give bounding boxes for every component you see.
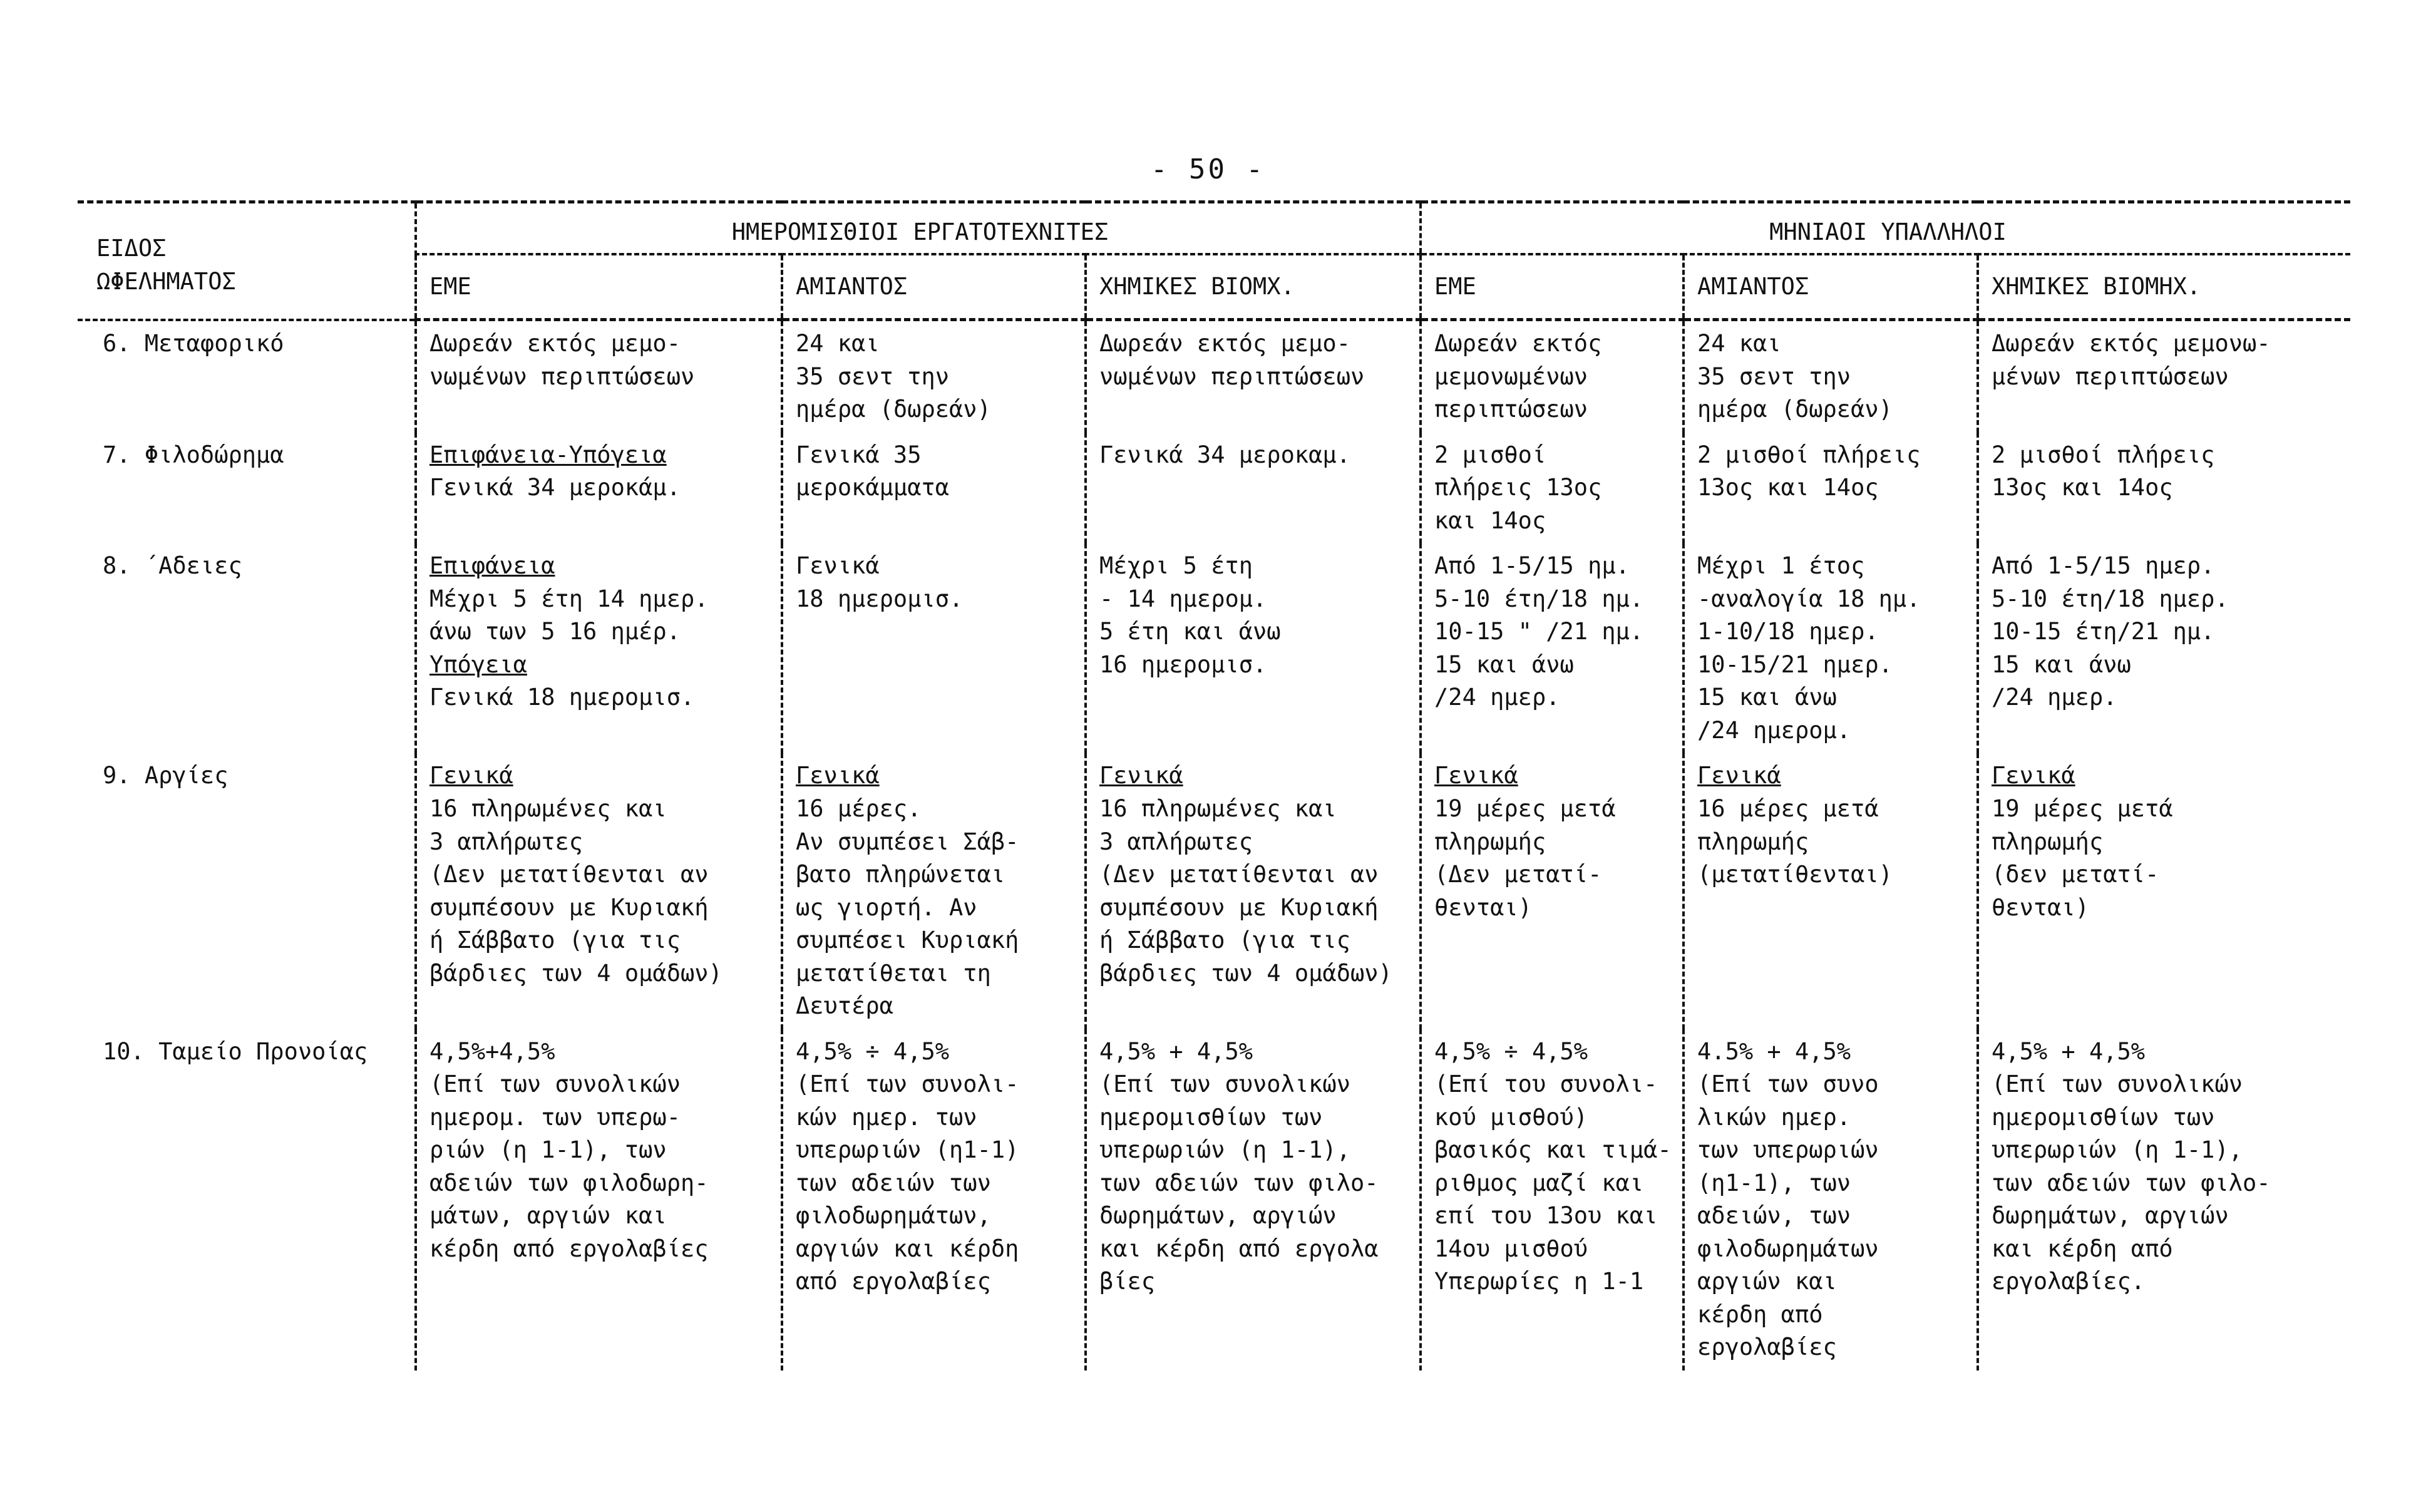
cell-line: ημερομισθίων των [1099,1103,1323,1131]
cell-line: ημέρα (δωρεάν) [1697,396,1893,423]
table-row [78,433,2350,544]
cell-line: 16 πληρωμένες και [1099,795,1337,822]
table-cell [1421,543,1683,753]
cell-line: 16 μέρες μετά [1697,795,1879,822]
cell-line: 1-10/18 ημερ. [1697,618,1879,645]
kind-header-line: ΩΦΕΛΗΜΑΤΟΣ [96,267,236,295]
cell-line: πληρωμής [1992,828,2104,855]
cell-line: εργολαβίες [1697,1334,1837,1361]
table-cell [782,433,1086,544]
cell-line: αδειών, των [1697,1202,1851,1230]
cell-line: Δωρεάν εκτός μεμονω- [1992,330,2271,357]
table-cell [782,1029,1086,1371]
table-cell [1421,1029,1683,1371]
cell-line: 3 απλήρωτες [1099,828,1253,855]
cell-line: δωρημάτων, αργιών [1099,1202,1337,1230]
cell-line: ημέρα (δωρεάν) [796,396,991,423]
cell-line: και κέρδη από εργολα [1099,1235,1379,1262]
table-cell [1683,433,1978,544]
cell-line: Επιφάνεια-Υπόγεια [429,441,667,468]
cell-line: (μετατίθενται) [1697,861,1893,888]
cell-line: και κέρδη από [1992,1235,2173,1262]
table-cell [782,320,1086,433]
cell-line: (δεν μετατί- [1992,861,2159,888]
cell-line: Από 1-5/15 ημερ. [1992,552,2215,580]
cell-line: Γενικά [796,762,880,789]
cell-line: Αν συμπέσει Σάβ- [796,828,1019,855]
cell-line: βάρδιες των 4 ομάδων) [429,959,722,987]
cell-line: δωρημάτων, αργιών [1992,1202,2229,1230]
cell-line: 2 μισθοί [1434,441,1546,468]
cell-line: /24 ημερ. [1434,684,1560,711]
cell-line: Γενικά [1992,762,2075,789]
cell-line: ή Σάββατο (για τις [429,927,681,954]
cell-line: πληρωμής [1434,828,1546,855]
cell-line: βατο πληρώνεται [796,861,1005,888]
cell-line: Μέχρι 5 έτη 14 ημερ. [429,585,709,612]
cell-line: Μέχρι 5 έτη [1099,552,1253,580]
cell-line: 24 και [1697,330,1781,357]
cell-line: Γενικά [1697,762,1781,789]
cell-line: /24 ημερ. [1992,684,2117,711]
table-cell [1086,320,1421,433]
cell-line: αργιών και [1697,1268,1837,1295]
cell-line: 4,5% + 4,5% [1992,1037,2146,1065]
cell-line: αργιών και κέρδη [796,1235,1019,1262]
cell-line: κών ημερ. των [796,1103,977,1131]
benefit-label: 6. Μεταφορικό [103,329,284,357]
cell-line: 18 ημερομισ. [796,585,964,612]
benefit-label: 10. Ταμείο Προνοίας [103,1037,368,1065]
cell-line: (Επί των συνο [1697,1071,1879,1098]
cell-line: ημερομ. των υπερω- [429,1103,681,1131]
cell-line: Υπόγεια [429,651,527,678]
cell-line: Γενικά 35 [796,441,922,468]
cell-line: και 14ος [1434,507,1546,534]
cell-line: Από 1-5/15 ημ. [1434,552,1630,580]
page-number: - 50 - [1151,153,1265,185]
table-cell [1978,433,2350,544]
cell-line: πλήρεις 13ος [1434,474,1602,501]
cell-line: ή Σάββατο (για τις [1099,927,1350,954]
cell-line: 5-10 έτη/18 ημ. [1434,585,1644,612]
table-cell [416,433,782,544]
cell-line: Επιφάνεια [429,552,555,580]
cell-line: βάρδιες των 4 ομάδων) [1099,959,1392,987]
table-cell [416,320,782,433]
cell-line: νωμένων περιπτώσεων [1099,363,1365,390]
cell-line: 10-15/21 ημερ. [1697,651,1893,678]
cell-line: -αναλογία 18 ημ. [1697,585,1921,612]
table-cell [782,753,1086,1029]
benefit-label: 9. Αργίες [103,762,229,789]
cell-line: - 14 ημερομ. [1099,585,1267,612]
cell-line: 3 απλήρωτες [429,828,583,855]
cell-line: Δωρεάν εκτός [1434,330,1602,357]
column-header: ΕΜΕ [1421,254,1683,320]
table-cell [416,753,782,1029]
benefits-table [78,200,2350,1371]
table-cell [1086,753,1421,1029]
cell-line: Μέχρι 1 έτος [1697,552,1865,580]
cell-line: νωμένων περιπτώσεων [429,363,695,390]
table-cell [1421,433,1683,544]
table-cell [1086,1029,1421,1371]
cell-line: 35 σεντ την [796,363,950,390]
cell-line: μεμονωμένων [1434,363,1588,390]
cell-line: Γενικά 34 μεροκάμ. [429,474,681,501]
cell-line: 2 μισθοί πλήρεις [1992,441,2215,468]
table-cell [782,543,1086,753]
cell-line: από εργολαβίες [796,1268,991,1295]
table-cell [1421,753,1683,1029]
column-header: ΑΜΙΑΝΤΟΣ [1683,254,1978,320]
cell-line: Γενικά 34 μεροκαμ. [1099,441,1350,468]
column-header: ΑΜΙΑΝΤΟΣ [782,254,1086,320]
cell-line: κού μισθού) [1434,1103,1588,1131]
kind-header-line: ΕΙΔΟΣ [96,235,167,262]
cell-line: των υπερωριών [1697,1136,1879,1164]
column-header: ΧΗΜΙΚΕΣ ΒΙΟΜΧ. [1086,254,1421,320]
group-header-workers: ΗΜΕΡΟΜΙΣΘΙΟΙ ΕΡΓΑΤΟΤΕΧΝΙΤΕΣ [416,202,1421,254]
cell-line: 2 μισθοί πλήρεις [1697,441,1921,468]
benefit-label: 8. ´Αδειες [103,552,242,580]
cell-line: (Επί των συνολικών [1992,1071,2243,1098]
cell-line: λικών ημερ. [1697,1103,1851,1131]
benefit-label: 7. Φιλοδώρημα [103,441,284,468]
cell-line: Γενικά [1099,762,1183,789]
cell-line: (η1-1), των [1697,1169,1851,1196]
cell-line: (Επί των συνολι- [796,1071,1019,1098]
cell-line: μετατίθεται τη [796,959,991,987]
cell-line: μένων περιπτώσεων [1992,363,2229,390]
cell-line: 5 έτη και άνω [1099,618,1281,645]
cell-line: 15 και άνω [1434,651,1574,678]
table-cell [1978,543,2350,753]
table-cell [416,543,782,753]
cell-line: Δωρεάν εκτός μεμο- [429,330,681,357]
cell-line: 4,5% + 4,5% [1099,1037,1253,1065]
cell-line: συμπέσει Κυριακή [796,927,1019,954]
table-row [78,1029,2350,1371]
column-header: ΧΗΜΙΚΕΣ ΒΙΟΜΗΧ. [1978,254,2350,320]
cell-line: (Επί του συνολι- [1434,1071,1658,1098]
cell-line: συμπέσουν με Κυριακή [429,893,709,921]
cell-line: Γενικά [1434,762,1518,789]
cell-line: εργολαβίες. [1992,1268,2146,1295]
cell-line: 16 μέρες. [796,795,922,822]
cell-line: κέρδη από εργολαβίες [429,1235,709,1262]
table-cell [1978,753,2350,1029]
cell-line: 4.5% + 4,5% [1697,1037,1851,1065]
table-cell [1683,1029,1978,1371]
cell-line: των αδειών των [796,1169,991,1196]
cell-line: Δευτέρα [796,992,893,1020]
cell-line: ριών (η 1-1), των [429,1136,667,1164]
cell-line: άνω των 5 16 ημέρ. [429,618,681,645]
cell-line: βασικός και τιμά- [1434,1136,1672,1164]
table-body [78,320,2350,1371]
cell-line: συμπέσουν με Κυριακή [1099,893,1379,921]
cell-line: 24 και [796,330,880,357]
cell-line: 10-15 " /21 ημ. [1434,618,1644,645]
table-cell [1683,320,1978,433]
cell-line: 15 και άνω [1992,651,2131,678]
table-cell [1683,543,1978,753]
cell-line: (Δεν μετατί- [1434,861,1602,888]
cell-line: κέρδη από [1697,1300,1823,1328]
cell-line: ως γιορτή. Αν [796,893,977,921]
cell-line: Γενικά [796,552,880,580]
cell-line: 15 και άνω [1697,684,1837,711]
cell-line: μεροκάμματα [796,474,950,501]
cell-line: 13ος και 14ος [1697,474,1879,501]
cell-line: ριθμος μαζί και [1434,1169,1644,1196]
cell-line: 14ου μισθού [1434,1235,1588,1262]
cell-line: μάτων, αργιών και [429,1202,667,1230]
cell-line: των αδειών των φιλο- [1992,1169,2271,1196]
table-cell [416,1029,782,1371]
cell-line: υπερωριών (η 1-1), [1099,1136,1350,1164]
cell-line: (Δεν μετατίθενται αν [429,861,709,888]
table-row [78,320,2350,433]
cell-line: /24 ημερομ. [1697,716,1851,744]
cell-line: 19 μέρες μετά [1992,795,2173,822]
cell-line: θενται) [1434,893,1532,921]
cell-line: 35 σεντ την [1697,363,1851,390]
kind-header [78,202,416,320]
table-cell [1978,320,2350,433]
cell-line: 4,5%+4,5% [429,1037,555,1065]
table-row [78,543,2350,753]
cell-line: πληρωμής [1697,828,1809,855]
cell-line: θενται) [1992,893,2089,921]
cell-line: 16 ημερομισ. [1099,651,1267,678]
table-row [78,753,2350,1029]
cell-line: φιλοδωρημάτων [1697,1235,1879,1262]
cell-line: επί του 13ου και [1434,1202,1658,1230]
cell-line: περιπτώσεων [1434,396,1588,423]
cell-line: 4,5% ÷ 4,5% [796,1037,950,1065]
table-cell [1978,1029,2350,1371]
group-header-employees: ΜΗΝΙΑΟΙ ΥΠΑΛΛΗΛΟΙ [1421,202,2350,254]
cell-line: Γενικά [429,762,513,789]
cell-line: Δωρεάν εκτός μεμο- [1099,330,1350,357]
table-cell [1683,753,1978,1029]
cell-line: υπερωριών (η 1-1), [1992,1136,2243,1164]
cell-line: 16 πληρωμένες και [429,795,667,822]
cell-line: των αδειών των φιλο- [1099,1169,1379,1196]
table-cell [1086,543,1421,753]
cell-line: ημερομισθίων των [1992,1103,2215,1131]
cell-line: (Δεν μετατίθενται αν [1099,861,1379,888]
table-cell [1421,320,1683,433]
cell-line: (Επί των συνολικών [1099,1071,1350,1098]
cell-line: 4,5% ÷ 4,5% [1434,1037,1588,1065]
cell-line: 10-15 έτη/21 ημ. [1992,618,2215,645]
cell-line: βίες [1099,1268,1156,1295]
cell-line: 5-10 έτη/18 ημερ. [1992,585,2229,612]
column-header: ΕΜΕ [416,254,782,320]
cell-line: Γενικά 18 ημερομισ. [429,684,695,711]
cell-line: φιλοδωρημάτων, [796,1202,991,1230]
cell-line: Υπερωρίες η 1-1 [1434,1268,1644,1295]
cell-line: 13ος και 14ος [1992,474,2173,501]
cell-line: αδειών των φιλοδωρη- [429,1169,709,1196]
cell-line: (Επί των συνολικών [429,1071,681,1098]
cell-line: 19 μέρες μετά [1434,795,1616,822]
cell-line: υπερωριών (η1-1) [796,1136,1019,1164]
table-cell [1086,433,1421,544]
